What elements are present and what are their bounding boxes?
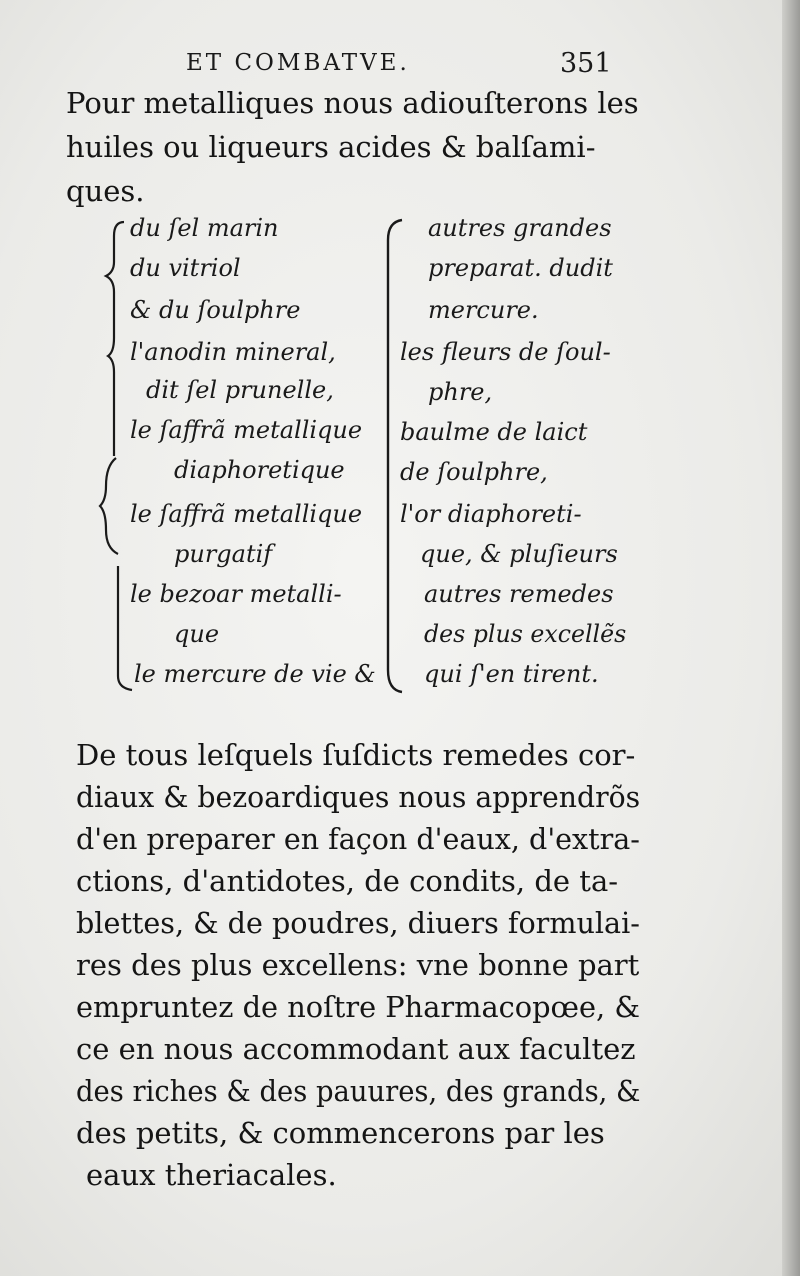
text-line: diaux & bezoardiques nous apprendrõs [76, 780, 641, 814]
list-item: du vitriol [130, 254, 241, 282]
list-item: dit ſel prunelle, [146, 376, 334, 404]
list-item: phre, [428, 378, 493, 406]
list-item: les fleurs de ſoul- [400, 338, 611, 366]
list-item: le ſaffrã metallique [130, 500, 363, 528]
list-item: que, & pluſieurs [420, 540, 618, 568]
running-head: ET COMBATVE. [186, 50, 410, 76]
text-line: ce en nous accommodant aux facultez [76, 1032, 636, 1066]
list-item: l'anodin mineral, [130, 338, 336, 366]
text-line: des riches & des pauures, des grands, & [76, 1074, 641, 1108]
text-line: Pour metalliques nous adiouſterons les [66, 86, 639, 120]
text-line: ques. [66, 174, 145, 208]
list-item: le ſaffrã metallique [130, 416, 363, 444]
list-item: & du ſoulphre [130, 296, 301, 324]
list-item: autres remedes [424, 580, 614, 608]
list-item: le mercure de vie & [134, 660, 376, 688]
list-item: qui ſ'en tirent. [424, 660, 599, 688]
list-item: diaphoretique [174, 456, 345, 484]
text-line: huiles ou liqueurs acides & balſami- [66, 130, 596, 164]
text-line: ctions, d'antidotes, de condits, de ta- [76, 864, 619, 898]
list-item: le bezoar metalli- [130, 580, 342, 608]
list-item: du ſel marin [130, 214, 279, 242]
text-line: eaux theriacales. [86, 1158, 337, 1192]
list-item: baulme de laict [400, 418, 588, 446]
text-line: De tous leſquels ſuſdicts remedes cor- [76, 738, 636, 772]
page-number: 351 [560, 48, 612, 79]
text-line: d'en preparer en façon d'eaux, d'extra- [76, 822, 640, 856]
list-item: mercure. [428, 296, 539, 324]
list-item: des plus excellẽs [424, 620, 627, 648]
list-item: preparat. dudit [428, 254, 613, 282]
text-line: res des plus excellens: vne bonne part [76, 948, 640, 982]
list-item: de ſoulphre, [400, 458, 548, 486]
list-item: l'or diaphoreti- [400, 500, 582, 528]
list-item: que [174, 620, 220, 648]
text-line: empruntez de noſtre Pharmacopœe, & [76, 990, 640, 1024]
text-line: des petits, & commencerons par les [76, 1116, 605, 1150]
list-item: autres grandes [428, 214, 612, 242]
text-line: blettes, & de poudres, diuers formulai- [76, 906, 640, 940]
list-item: purgatif [174, 540, 273, 568]
